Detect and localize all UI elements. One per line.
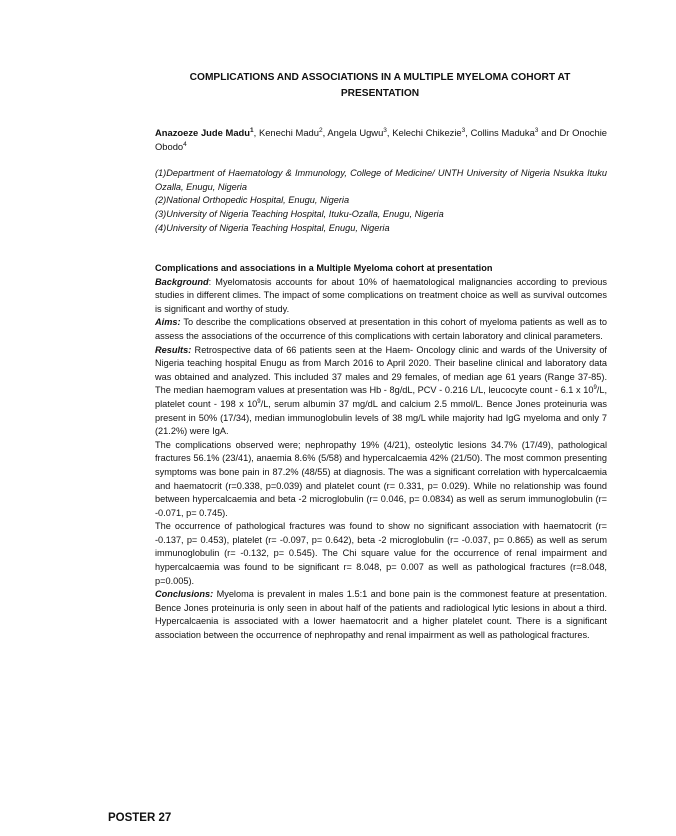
paper-title: COMPLICATIONS AND ASSOCIATIONS IN A MULTIPLE MYELOMA COHORT AT PRESENTATION [189,72,571,99]
affiliation-item: (1)Department of Haematology & Immunology, College of Medicine/ UNTH University of Nigeria Nsukka Ituku Ozalla, Enugu, Nigeria [155,168,607,192]
affiliation-list [155,167,607,236]
background-label: Background [155,276,209,287]
author-name: Collins Maduka [470,127,535,138]
author-affil-marker: 3 [534,126,539,134]
results-paragraph [155,344,607,439]
exponent: 9 [593,385,597,392]
affiliation-item: (4)University of Nigeria Teaching Hospital, Enugu, Nigeria [155,222,390,233]
author-affil-marker: 4 [183,140,187,148]
conclusions-paragraph [155,588,607,642]
background-paragraph [155,276,607,317]
aims-text: To describe the complications observed at presentation in this cohort of myeloma patients as well as to assess the associations of the occurrence of this complications with certain laboratory and clinical parameters. [155,317,607,341]
author-separator: , [322,127,328,138]
results-text: /L, platelet count - 198 x 10 [155,385,607,409]
aims-label: Aims: [155,317,181,328]
author-name: Dr Onochie Obodo [155,127,608,152]
author-separator: , [465,127,471,138]
affiliation-item: (2)National Orthopedic Hospital, Enugu, Nigeria [155,195,350,206]
author-list [155,126,607,154]
abstract-heading: Complications and associations in a Multiple Myeloma cohort at presentation [155,263,493,273]
results-text: /L, serum albumin 37 mg/dL and calcium 2.5 mmol/L. Bence Jones proteinuria was present in 50% (17/34), median immunoglobulin levels of 38 mg/L while majority had IgG myeloma and only 7 (21.2%) were IgA. [155,398,607,437]
author-affil-marker: 1 [250,126,254,134]
complications-paragraph: The complications observed were; nephropathy 19% (4/21), osteolytic lesions 34.7% (17/49), pathological fractures 56.1% (23/41), anaemia 8.6% (5/58) and hypercalcaemia 42% (21/50). The most common presenting symptoms was bone pain in 87.2% (48/55) at diagnosis. The was a significant correlation with hypercalcaemia and haematocrit (r=0.338, p=0.039) and platelet count (r= 0.331, p= 0.029). While no relationship was found between hypercalcaemia and beta -2 microglobulin (r= 0.046, p= 0.0834) as well as serum immunoglobulin (r= -0.071, p= 0.745). [155,439,607,518]
author-separator: and [538,127,560,138]
author-affil-marker: 3 [383,126,387,134]
background-text: : Myelomatosis accounts for about 10% of haematological malignancies according to previous studies in different climes. The impact of some complications on treatment choice as well as survival outcomes is significant and worthy of study. [155,276,607,314]
author-name: Kenechi Madu [258,127,319,138]
author-name: Kelechi Chikezie [392,127,462,138]
author-affil-marker: 2 [319,126,323,134]
author-separator: , [253,127,259,138]
results-text: Retrospective data of 66 patients seen at the Haem- Oncology clinic and wards of the University of Nigeria teaching hospital Enugu as from March 2016 to April 2020. Their baseline clinical and laboratory data was obtained and analyzed. This included 37 males and 29 females, of median age 61 years (Range 37-85). The median haemogram values at presentation was Hb - 8g/dL, PCV - 0.216 L/L, leucocyte count - 6.1 x 10 [155,344,607,396]
author-affil-marker: 3 [461,126,466,134]
author-name: Angela Ugwu [327,127,384,138]
results-label: Results: [155,344,192,355]
affiliation-item: (3)University of Nigeria Teaching Hospital, Ituku-Ozalla, Enugu, Nigeria [155,209,444,220]
aims-paragraph [155,316,607,343]
exponent: 9 [257,398,261,405]
abstract-body [155,262,607,643]
poster-number: POSTER 27 [108,812,172,824]
author-separator: , [386,127,393,138]
conclusions-text: Myeloma is prevalent in males 1.5:1 and bone pain is the commonest feature at presentation. Bence Jones proteinuria is only seen in about half of the patients and radiological lytic lesions in about a third. Hypercalcaenia is associated with a lower haematocrit and a higher platelet count. There is a significant association between the occurrence of nephropathy and renal impairment as well as pathological fractures. [155,589,607,641]
author-name: Anazoeze Jude Madu [155,127,251,138]
conclusions-label: Conclusions: [155,589,214,600]
fractures-paragraph: The occurrence of pathological fractures was found to show no significant association with haematocrit (r= -0.137, p= 0.453), platelet (r= -0.097, p= 0.642), beta -2 microglobulin (r= -0.037, p= 0.865) as well as serum immunoglobulin (r= -0.132, p= 0.545). The Chi square value for the occurrence of renal impairment and hypercalcaemia was found to be significant r= 8.048, p= 0.007 as well as pathological fractures (r=8.048, p=0.005). [155,521,607,586]
